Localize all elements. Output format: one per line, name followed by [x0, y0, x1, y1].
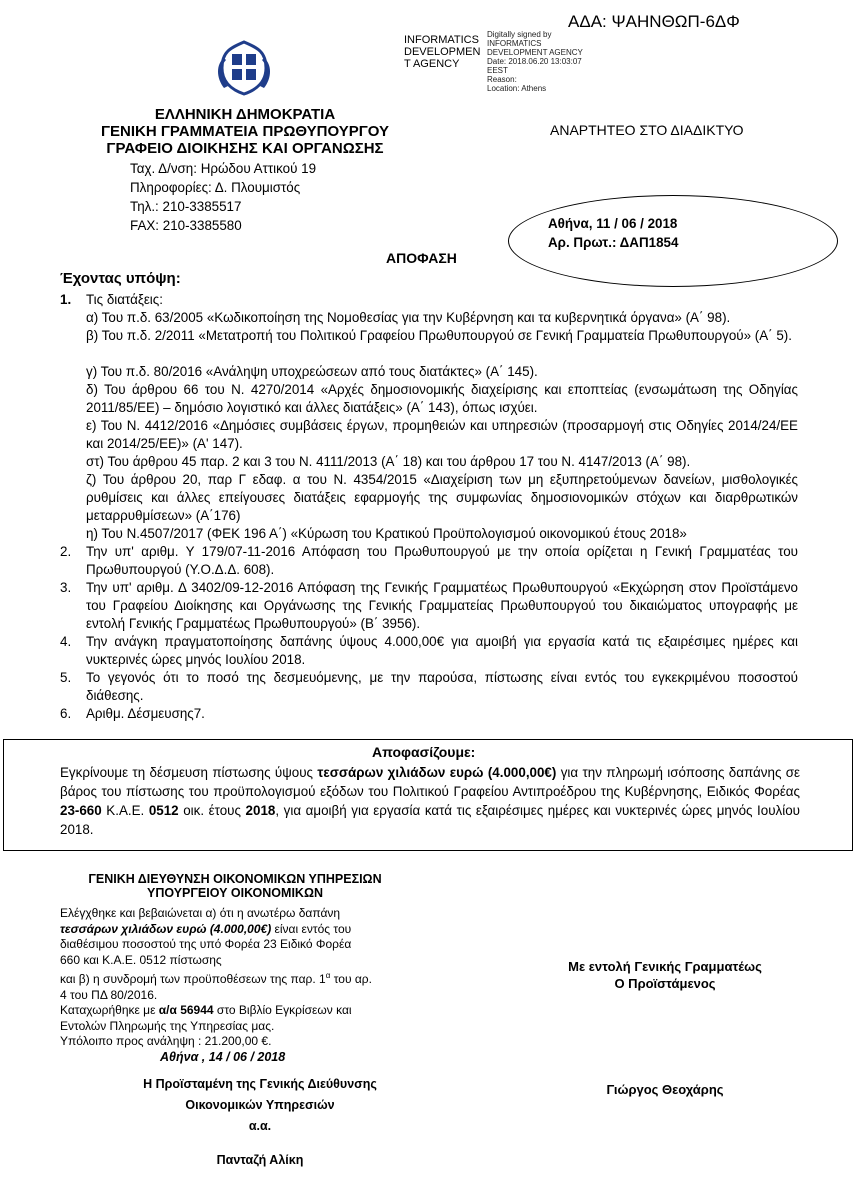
considering-heading: Έχοντας υπόψη: — [60, 270, 181, 287]
finance-signer-name: Πανταζή Αλίκη — [216, 1153, 304, 1167]
finance-title-line: ΥΠΟΥΡΓΕΙΟΥ ΟΙΚΟΝΟΜΙΚΩΝ — [146, 886, 323, 900]
signer-title-line: Η Προϊσταμένη της Γενικής Διεύθυνσης — [143, 1077, 377, 1091]
online-posting-note: ΑΝΑΡΤΗΤΕΟ ΣΤΟ ΔΙΑΔΙΚΤΥΟ — [550, 122, 744, 138]
item-number: 6. — [60, 706, 72, 721]
remaining-balance: Υπόλοιπο προς ανάληψη : 21.200,00 €. — [60, 1034, 272, 1048]
agency-line: INFORMATICS — [404, 34, 479, 46]
finance-text: του αρ. — [330, 972, 372, 986]
finance-superscript: α — [325, 971, 331, 980]
item-4-text: Την ανάγκη πραγματοποίησης δαπάνης ύψους 4.000,00€ για αμοιβή για εργασία κατά τις εξαιρέσιμες ημέρες και νυκτερινές ώρες μηνός Ιουλίου 2018. — [86, 634, 798, 667]
registry-number: α/α 56944 — [158, 1003, 214, 1017]
special-agency-code: 23-660 — [60, 803, 102, 818]
agency-line: T AGENCY — [404, 58, 460, 70]
finance-line: Ελέγχθηκε και βεβαιώνεται α) ότι η ανωτέρω δαπάνη — [60, 906, 341, 920]
agency-line: DEVELOPMEN — [404, 46, 481, 58]
contact-line: Ταχ. Δ/νση: Ηρώδου Αττικού 19 — [130, 161, 317, 176]
provision-e: ε) Του Ν. 4412/2016 «Δημόσιες συμβάσεις έργων, προμηθειών και υπηρεσιών (προσαρμογή στις Οδηγίες 2014/24/ΕΕ και 2014/25/ΕΕ)» (Α' 147). — [86, 418, 798, 451]
signatory-name: Γιώργος Θεοχάρης — [606, 1082, 724, 1097]
signature-line: Date: 2018.06.20 13:03:07 — [487, 57, 582, 66]
contact-line: Τηλ.: 210-3385517 — [130, 199, 242, 214]
decision-text-part: Εγκρίνουμε τη δέσμευση πίστωσης ύψους — [60, 765, 318, 780]
finance-title-line: ΓΕΝΙΚΗ ΔΙΕΥΘΥΝΣΗ ΟΙΚΟΝΟΜΙΚΩΝ ΥΠΗΡΕΣΙΩΝ — [88, 872, 382, 886]
signature-line: EEST — [487, 66, 508, 75]
kae-code: 0512 — [148, 803, 179, 818]
provision-g: ζ) Του άρθρου 20, παρ Γ εδαφ. α του Ν. 4354/2015 «Διαχείριση των μη εξυπηρετούμενων δανείων, μισθολογικές ρυθμίσεις και άλλες επείγουσες διατάξεις εφαρμογής της συμφωνίας δημοσιονομικών στόχων και διαρθρωτικών μεταρρυθμίσεων» (Α΄176) — [86, 472, 798, 523]
finance-line — [60, 922, 404, 938]
item-2-text: Την υπ' αριθμ. Υ 179/07-11-2016 Απόφαση του Πρωθυπουργού με την οποία ορίζεται η Γενική Γραμματέας του Πρωθυπουργού (Υ.Ο.Δ.Δ. 608). — [86, 544, 798, 577]
provision-b: β) Του π.δ. 2/2011 «Μετατροπή του Πολιτικού Γραφείου Πρωθυπουργού σε Γενική Γραμματεία Πρωθυπουργού» (Α΄ 5). — [86, 328, 792, 343]
signature-line: INFORMATICS — [487, 39, 542, 48]
finance-line: 660 και Κ.Α.Ε. 0512 πίστωσης — [60, 952, 222, 967]
signature-line: Reason: — [487, 75, 517, 84]
finance-text: είναι εντός του — [271, 921, 352, 936]
finance-line: Εντολών Πληρωμής της Υπηρεσίας μας. — [60, 1018, 275, 1033]
decision-amount: τεσσάρων χιλιάδων ευρώ (4.000,00€) — [317, 765, 557, 780]
finance-line — [60, 968, 404, 988]
signer-title-line: Οικονομικών Υπηρεσιών — [185, 1098, 335, 1112]
item-number: 4. — [60, 634, 72, 649]
signature-agency — [404, 34, 480, 70]
contact-line: FAX: 210-3385580 — [130, 218, 242, 233]
signature-line: DEVELOPMENT AGENCY — [487, 48, 583, 57]
finance-amount: τεσσάρων χιλιάδων ευρώ (4.000,00€) — [60, 921, 272, 936]
signature-line: Location: Athens — [487, 84, 547, 93]
coat-of-arms-icon — [216, 38, 272, 103]
issuer-header — [60, 106, 430, 157]
decision-text — [60, 763, 800, 839]
contact-line: Πληροφορίες: Δ. Πλουμιστός — [130, 180, 301, 195]
finance-title — [60, 872, 410, 900]
header-line: ΕΛΛΗΝΙΚΗ ΔΗΜΟΚΡΑΤΙΑ — [154, 106, 336, 123]
item-number: 3. — [60, 580, 72, 595]
finance-signer-title — [60, 1074, 460, 1137]
finance-line: 4 του ΠΔ 80/2016. — [60, 987, 158, 1002]
finance-date: Αθήνα , 14 / 06 / 2018 — [160, 1050, 286, 1064]
item-3-text: Την υπ' αριθμ. Δ 3402/09-12-2016 Απόφαση της Γενικής Γραμματέως Πρωθυπουργού «Εκχώρηση στον Προϊστάμενο του Γραφείου Διοίκησης και Οργάνωσης της Γενικής Γραμματείας Πρωθυπουργού του δικαιώματος υπογραφής με εντολή Γενικής Γραμματέως Πρωθυπουργού» (Β΄ 3956). — [86, 580, 798, 631]
decision-text-part: Κ.Α.Ε. — [101, 803, 149, 818]
item-number: 1. — [60, 292, 72, 307]
header-line: ΓΡΑΦΕΙΟ ΔΙΟΙΚΗΣΗΣ ΚΑΙ ΟΡΓΑΝΩΣΗΣ — [106, 140, 384, 157]
item-number: 5. — [60, 670, 72, 685]
document-title: ΑΠΟΦΑΣΗ — [386, 250, 457, 266]
decision-title: Αποφασίζουμε: — [372, 744, 476, 760]
ada-code: ΑΔΑ: ΨΑΗΝΘΩΠ-6ΔΦ — [568, 12, 740, 31]
provision-d: δ) Του άρθρου 66 του Ν. 4270/2014 «Αρχές δημοσιονομικής διαχείρισης και εποπτείας (ενσωμάτωση της Οδηγίας 2011/85/ΕΕ) – δημόσιο λογιστικό και άλλες διατάξεις» (Α΄ 143), όπως ισχύει. — [86, 382, 798, 415]
decision-text-part: οικ. έτους — [178, 803, 246, 818]
header-line: ΓΕΝΙΚΗ ΓΡΑΜΜΑΤΕΙΑ ΠΡΩΘΥΠΟΥΡΓΟΥ — [101, 123, 389, 140]
decision-text-part: για την πληρωμή ισόποσης δαπάνης σε βάρος του πίστωσης του προϋπολογισμού εξόδων του Πολιτικού Γραφείου Αντιπροέδρου της Κυβέρνησης, Ειδικός Φορέας — [60, 765, 800, 799]
contact-details — [130, 159, 316, 235]
item-6-text: Αριθμ. Δέσμευσης7. — [86, 706, 205, 721]
signer-title-line: α.α. — [248, 1119, 272, 1133]
provision-c: γ) Του π.δ. 80/2016 «Ανάληψη υποχρεώσεων από τους διατάκτες» (Α΄ 145). — [86, 364, 538, 379]
finance-text: στο Βιβλίο Εγκρίσεων και — [213, 1003, 352, 1017]
fiscal-year: 2018 — [245, 803, 276, 818]
provision-f: στ) Του άρθρου 45 παρ. 2 και 3 του Ν. 4111/2013 (Α΄ 18) και του άρθρου 17 του Ν. 4147/2013 (Α΄ 98). — [86, 454, 691, 469]
item-intro: Τις διατάξεις: — [86, 292, 163, 307]
document-date: Αθήνα, 11 / 06 / 2018 — [548, 216, 678, 231]
finance-line — [60, 1003, 404, 1019]
item-number: 2. — [60, 544, 72, 559]
date-protocol — [548, 214, 678, 252]
authorising-signature — [490, 958, 840, 992]
signature-title-line: Με εντολή Γενικής Γραμματέως — [568, 959, 762, 974]
signature-line: Digitally signed by — [487, 30, 552, 39]
provision-a: α) Του π.δ. 63/2005 «Κωδικοποίηση της Νομοθεσίας για την Κυβέρνηση και τα κυβερνητικά όργανα» (Α΄ 98). — [86, 310, 731, 325]
finance-certification — [60, 906, 404, 1050]
digital-signature-details — [487, 30, 583, 93]
finance-line: διαθέσιμου ποσοστού της υπό Φορέα 23 Ειδικό Φορέα — [60, 937, 352, 951]
decision-text-part: , για αμοιβή για εργασία κατά τις εξαιρέσιμες ημέρες και νυκτερινές ώρες μηνός Ιουλίου 2018. — [60, 803, 800, 837]
item-5-text: Το γεγονός ότι το ποσό της δεσμευόμενης, με την παρούσα, πίστωσης είναι εντός του εγκεκριμένου ποσοστού διάθεσης. — [86, 670, 798, 703]
signature-title-line: Ο Προϊστάμενος — [614, 976, 716, 991]
finance-text: και β) η συνδρομή των προϋποθέσεων της παρ. 1 — [60, 972, 326, 986]
finance-text: Καταχωρήθηκε με — [60, 1003, 159, 1017]
provision-h: η) Του Ν.4507/2017 (ΦΕΚ 196 Α΄) «Κύρωση του Κρατικού Προϋπολογισμού οικονομικού έτους 2018» — [86, 526, 687, 541]
protocol-number: Αρ. Πρωτ.: ΔΑΠ1854 — [548, 235, 679, 250]
